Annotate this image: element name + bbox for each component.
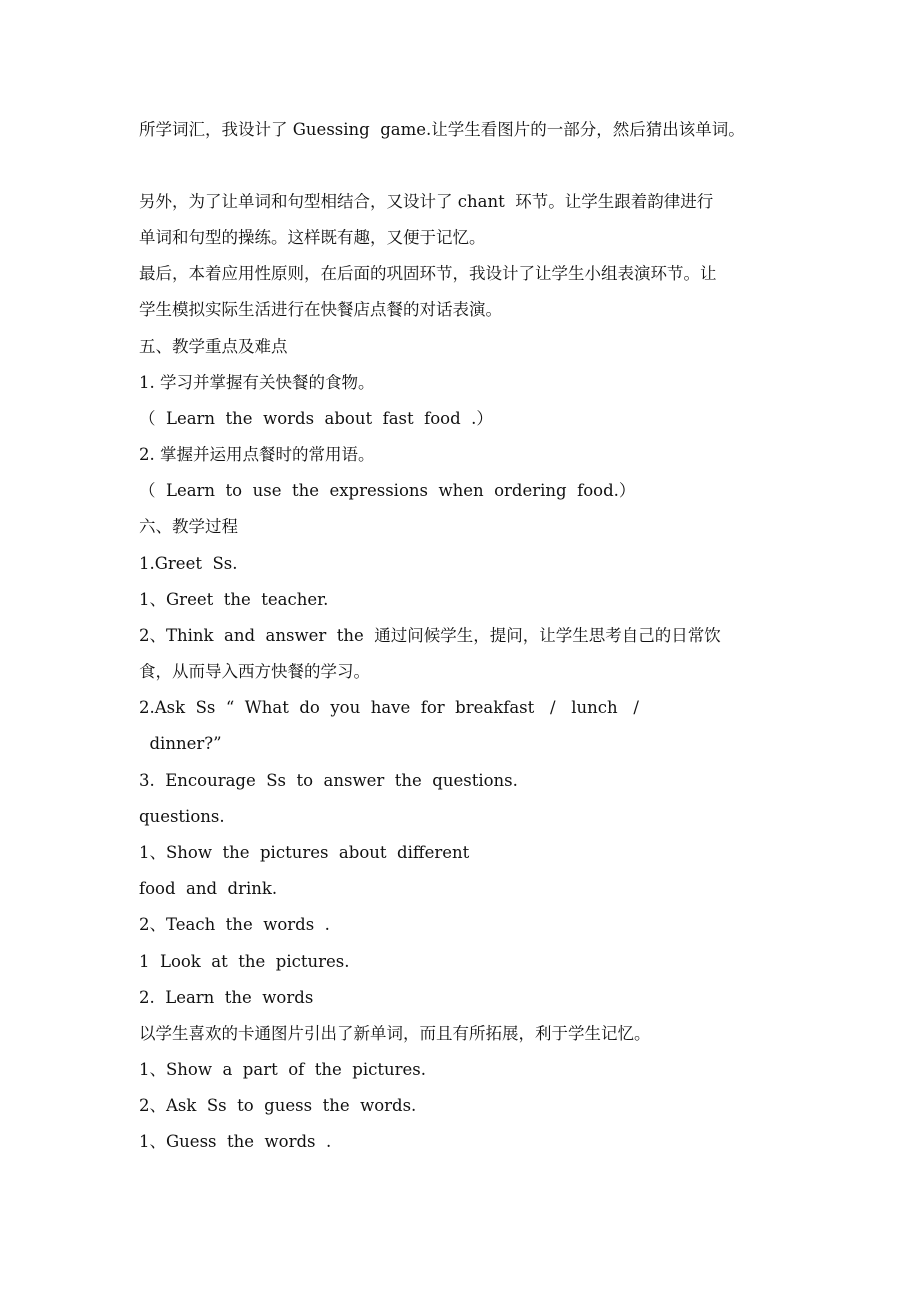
text-line: questions. <box>139 807 225 826</box>
text-line: （ Learn the words about fast food .） <box>139 409 493 428</box>
text-line: 1 Look at the pictures. <box>139 952 350 971</box>
text-line: 所学词汇，我设计了 Guessing game.让学生看图片的一部分，然后猜出该单词。 <box>139 120 745 139</box>
text-line: 2. 掌握并运用点餐时的常用语。 <box>139 445 375 464</box>
text-line: 单词和句型的操练。这样既有趣，又便于记忆。 <box>139 228 486 247</box>
text-line: （ Learn to use the expressions when ordering food.） <box>139 481 636 500</box>
text-line: 1、Greet the teacher. <box>139 590 329 609</box>
text-line: food and drink. <box>139 879 278 898</box>
text-line: 2、Ask Ss to guess the words. <box>139 1096 417 1115</box>
text-line: 1. 学习并掌握有关快餐的食物。 <box>139 373 375 392</box>
text-line: 2.Ask Ss “ What do you have for breakfast / lunch / <box>139 698 639 717</box>
text-line: 另外，为了让单词和句型相结合，又设计了 chant 环节。让学生跟着韵律进行 <box>139 192 714 211</box>
text-line: 最后，本着应用性原则，在后面的巩固环节，我设计了让学生小组表演环节。让 <box>139 264 717 283</box>
text-line: 1.Greet Ss. <box>139 554 238 573</box>
text-line: dinner?” <box>139 734 222 753</box>
text-line: 1、Guess the words . <box>139 1132 332 1151</box>
section-heading: 六、教学过程 <box>139 517 238 536</box>
text-line: 学生模拟实际生活进行在快餐店点餐的对话表演。 <box>139 300 502 319</box>
text-line: 2、Think and answer the 通过问候学生，提问，让学生思考自己的日常饮 <box>139 626 721 645</box>
text-line: 食，从而导入西方快餐的学习。 <box>139 662 370 681</box>
text-line: 1、Show the pictures about different <box>139 843 470 862</box>
text-line: 3. Encourage Ss to answer the questions. <box>139 771 518 790</box>
text-line: 2. Learn the words <box>139 988 314 1007</box>
text-line: 2、Teach the words . <box>139 915 330 934</box>
text-line: 以学生喜欢的卡通图片引出了新单词，而且有所拓展，利于学生记忆。 <box>139 1024 651 1043</box>
text-line: 1、Show a part of the pictures. <box>139 1060 426 1079</box>
section-heading: 五、教学重点及难点 <box>139 337 288 356</box>
